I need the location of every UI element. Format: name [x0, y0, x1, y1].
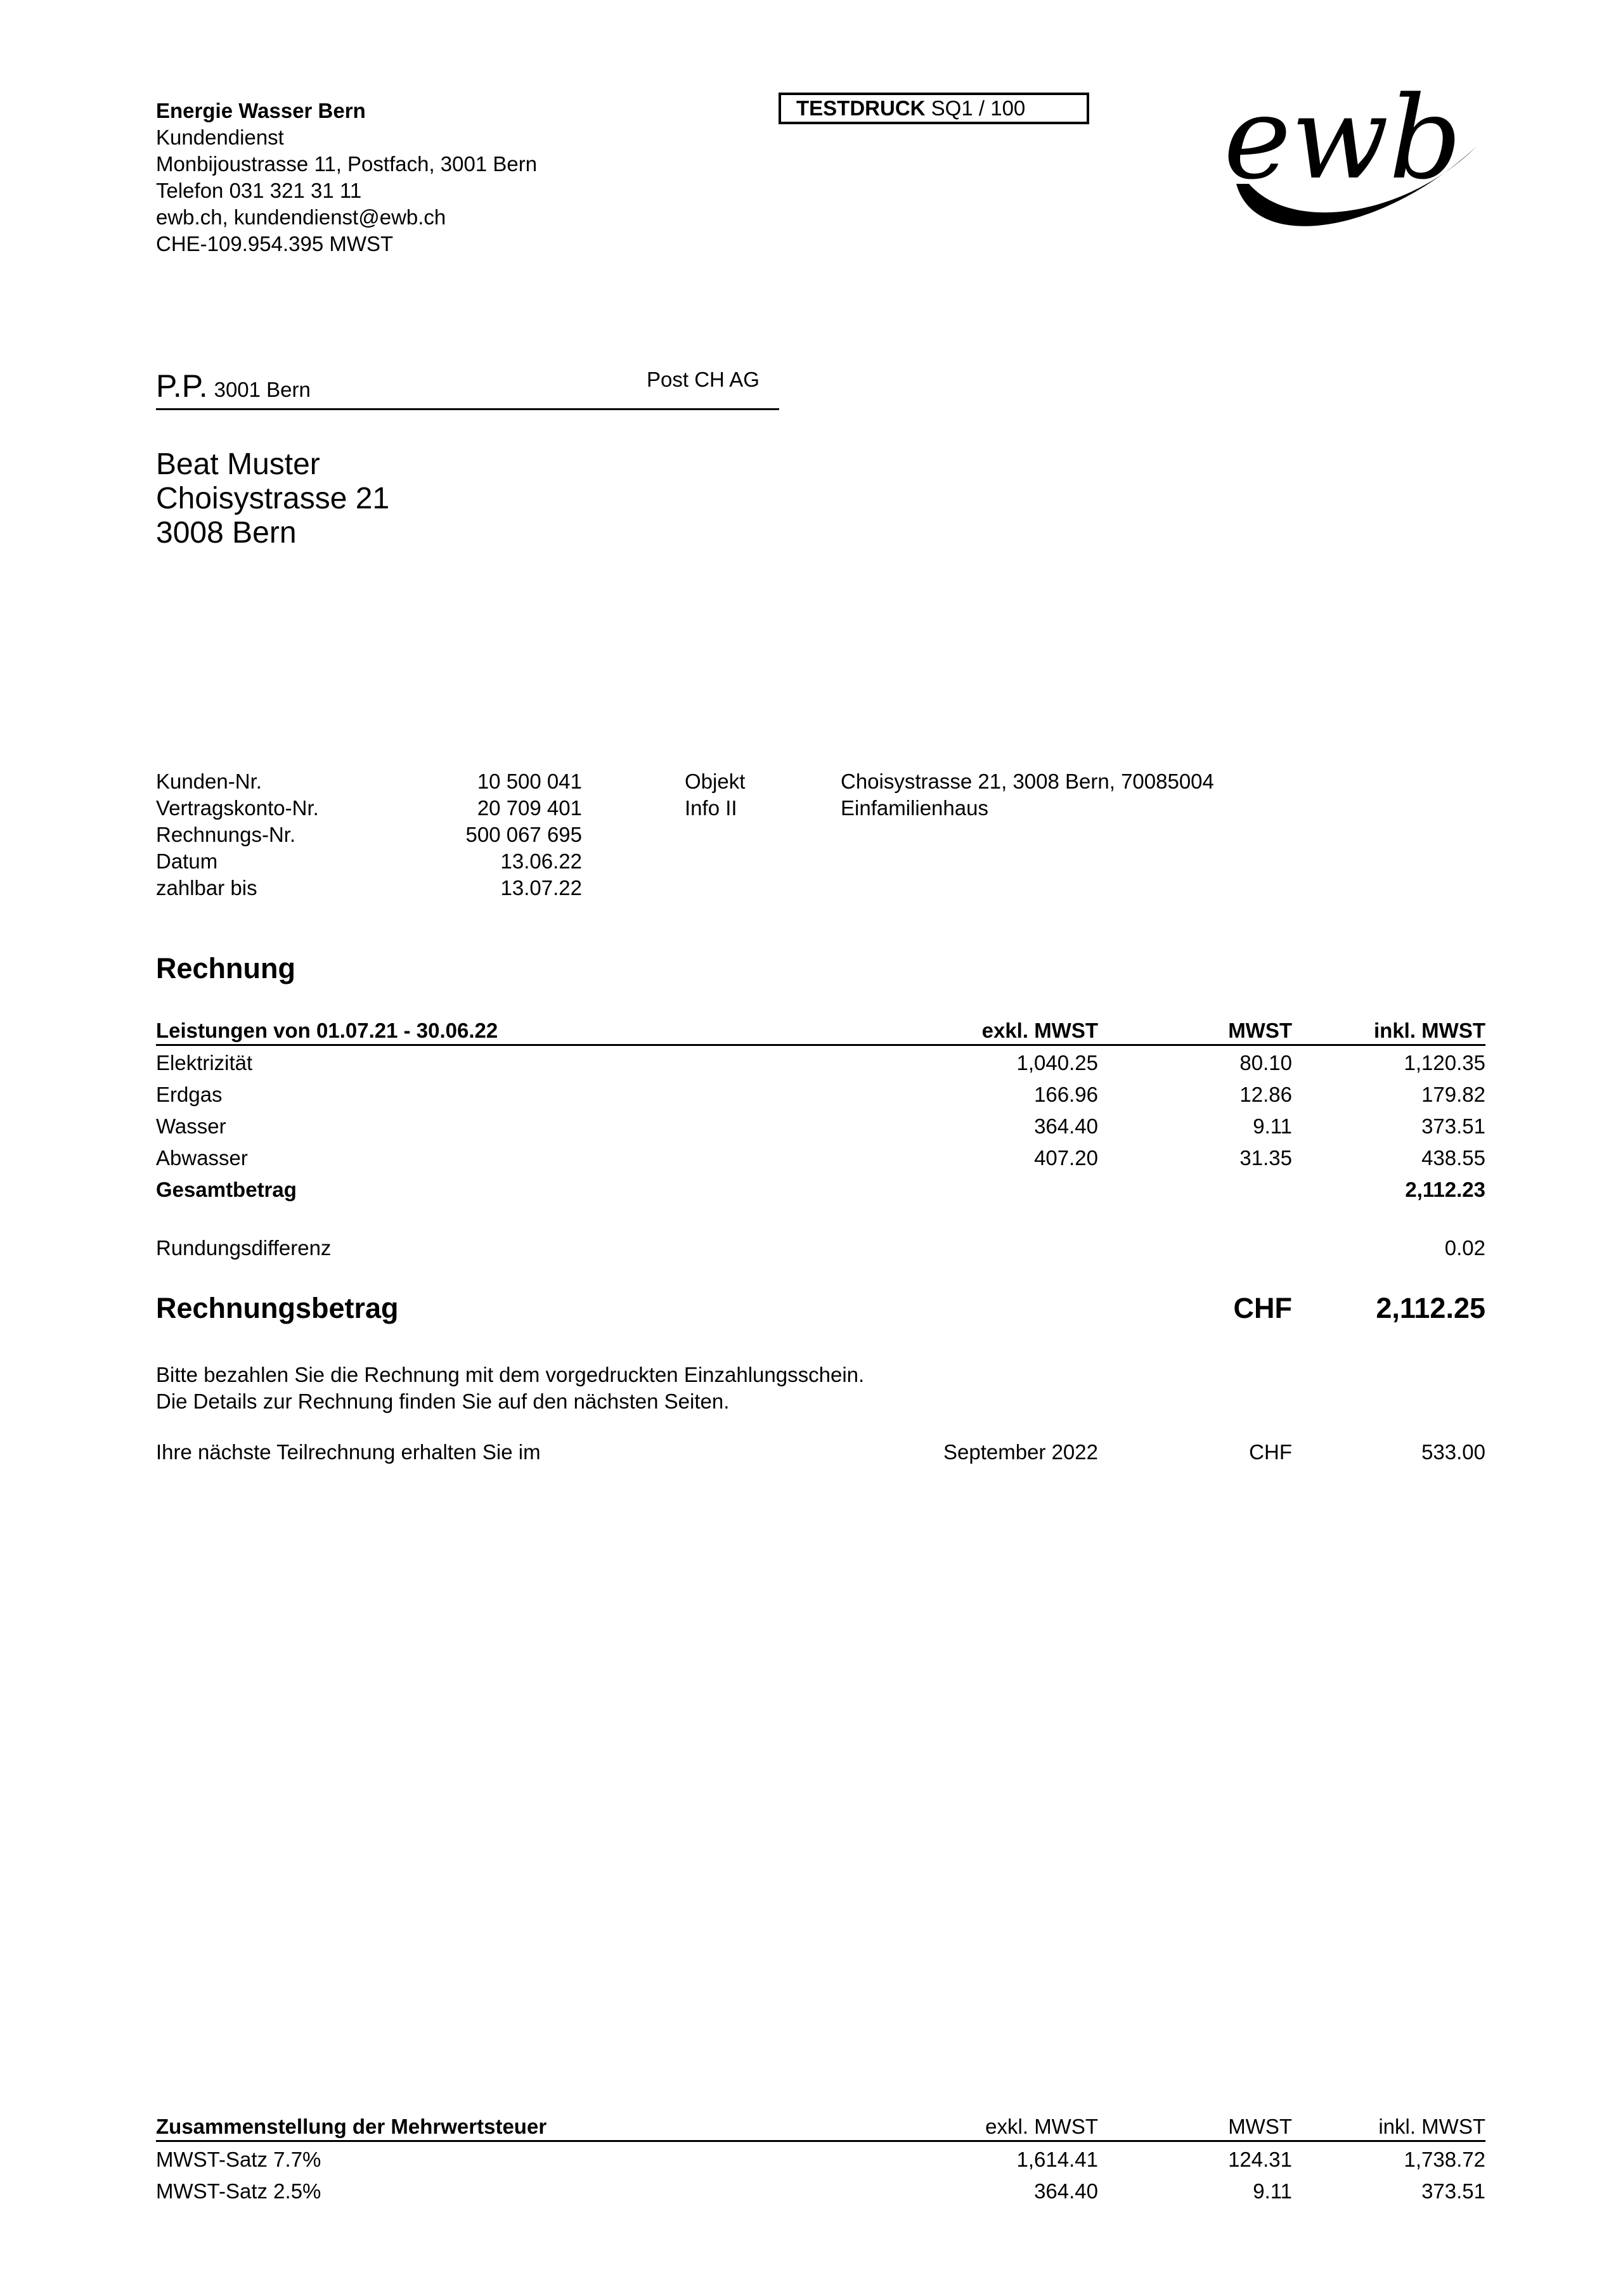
- item-label: Elektrizität: [156, 1051, 253, 1074]
- meta-values: [355, 768, 582, 901]
- table-row: [156, 1083, 1485, 1114]
- object-label: Info II: [685, 796, 737, 820]
- item-excl: 407.20: [1034, 1146, 1098, 1170]
- postage-pp: [156, 368, 311, 404]
- rounding-row: [156, 1236, 1485, 1268]
- invoice-amount-label: Rechnungsbetrag: [156, 1292, 399, 1324]
- ewb-logo: [1217, 89, 1484, 235]
- next-invoice-row: [156, 1440, 1485, 1472]
- postage-city: 3001 Bern: [214, 378, 311, 401]
- meta-value: 500 067 695: [465, 823, 582, 846]
- meta-label: zahlbar bis: [156, 876, 257, 900]
- meta-value: 13.07.22: [500, 876, 582, 900]
- meta-label: Vertragskonto-Nr.: [156, 796, 319, 820]
- logo-text: ewb: [1224, 89, 1462, 205]
- header-vat: MWST: [1228, 1019, 1292, 1042]
- item-incl: 179.82: [1421, 1083, 1485, 1106]
- vat-rate-vat: 9.11: [1253, 2179, 1292, 2203]
- vat-rate-incl: 373.51: [1421, 2179, 1485, 2203]
- recipient-street: Choisystrasse 21: [156, 482, 390, 515]
- invoice-amount-currency: CHF: [1233, 1292, 1292, 1324]
- object-values: [841, 768, 1214, 822]
- recipient-name: Beat Muster: [156, 448, 320, 481]
- next-invoice-month: September 2022: [943, 1440, 1098, 1464]
- postage-pp-label: P.P.: [156, 368, 208, 404]
- meta-label: Datum: [156, 849, 218, 873]
- payment-note-2: Die Details zur Rechnung finden Sie auf den nächsten Seiten.: [156, 1390, 730, 1413]
- sender-phone: Telefon 031 321 31 11: [156, 179, 362, 202]
- vat-header-excl: exkl. MWST: [985, 2115, 1098, 2138]
- testdruck-value: SQ1 / 100: [931, 96, 1026, 120]
- next-invoice-label: Ihre nächste Teilrechnung erhalten Sie im: [156, 1440, 541, 1464]
- vat-rate-excl: 1,614.41: [1016, 2148, 1098, 2171]
- item-label: Wasser: [156, 1114, 226, 1138]
- sender-vat-number: CHE-109.954.395 MWST: [156, 232, 394, 255]
- vat-rate-label: MWST-Satz 7.7%: [156, 2148, 321, 2171]
- invoice-title: Rechnung: [156, 952, 295, 984]
- table-row: [156, 2179, 1485, 2211]
- meta-label: Kunden-Nr.: [156, 770, 262, 793]
- table-row: [156, 2148, 1485, 2179]
- next-invoice-value: 533.00: [1421, 1440, 1485, 1464]
- vat-rate-excl: 364.40: [1034, 2179, 1098, 2203]
- postage-rule: [156, 408, 779, 410]
- item-excl: 1,040.25: [1016, 1051, 1098, 1074]
- object-value: Einfamilienhaus: [841, 796, 988, 820]
- item-excl: 364.40: [1034, 1114, 1098, 1138]
- item-incl: 438.55: [1421, 1146, 1485, 1170]
- item-vat: 12.86: [1239, 1083, 1292, 1106]
- item-vat: 9.11: [1253, 1114, 1292, 1138]
- recipient-city: 3008 Bern: [156, 516, 297, 550]
- table-row: [156, 1146, 1485, 1178]
- vat-rate-vat: 124.31: [1228, 2148, 1292, 2171]
- invoice-amount-value: 2,112.25: [1376, 1292, 1485, 1324]
- postage-carrier: Post CH AG: [647, 368, 760, 391]
- vat-header-incl: inkl. MWST: [1378, 2115, 1485, 2138]
- item-label: Abwasser: [156, 1146, 248, 1170]
- vat-rate-incl: 1,738.72: [1404, 2148, 1485, 2171]
- rounding-value: 0.02: [1444, 1236, 1485, 1260]
- invoice-header-rule: [156, 1044, 1485, 1046]
- meta-value: 13.06.22: [500, 849, 582, 873]
- testdruck-box: [779, 93, 1089, 124]
- vat-summary-title: Zusammenstellung der Mehrwertsteuer: [156, 2115, 547, 2138]
- total-value: 2,112.23: [1405, 1178, 1485, 1201]
- invoice-amount-row: [156, 1292, 1485, 1330]
- object-labels: [685, 768, 745, 822]
- meta-labels: [156, 768, 319, 901]
- item-label: Erdgas: [156, 1083, 223, 1106]
- object-label: Objekt: [685, 770, 746, 793]
- meta-value: 20 709 401: [477, 796, 582, 820]
- vat-rate-label: MWST-Satz 2.5%: [156, 2179, 321, 2203]
- item-excl: 166.96: [1034, 1083, 1098, 1106]
- table-row: [156, 1114, 1485, 1146]
- sender-web-email: ewb.ch, kundendienst@ewb.ch: [156, 205, 446, 229]
- header-services: Leistungen von 01.07.21 - 30.06.22: [156, 1019, 498, 1042]
- sender-name: Energie Wasser Bern: [156, 99, 366, 122]
- recipient-address: [156, 448, 389, 550]
- item-vat: 31.35: [1239, 1146, 1292, 1170]
- rounding-label: Rundungsdifferenz: [156, 1236, 332, 1260]
- payment-note-1: Bitte bezahlen Sie die Rechnung mit dem vorgedruckten Einzahlungsschein.: [156, 1363, 865, 1386]
- next-invoice-currency: CHF: [1249, 1440, 1292, 1464]
- object-value: Choisystrasse 21, 3008 Bern, 70085004: [841, 770, 1214, 793]
- total-label: Gesamtbetrag: [156, 1178, 297, 1201]
- sender-department: Kundendienst: [156, 126, 284, 149]
- meta-label: Rechnungs-Nr.: [156, 823, 296, 846]
- vat-summary-rule: [156, 2140, 1485, 2142]
- testdruck-label: TESTDRUCK: [796, 96, 926, 120]
- table-row: [156, 1051, 1485, 1083]
- sender-block: [156, 98, 537, 257]
- header-incl: inkl. MWST: [1374, 1019, 1485, 1042]
- item-incl: 1,120.35: [1404, 1051, 1485, 1074]
- header-excl: exkl. MWST: [981, 1019, 1098, 1042]
- total-row: [156, 1178, 1485, 1209]
- meta-value: 10 500 041: [477, 770, 582, 793]
- item-incl: 373.51: [1421, 1114, 1485, 1138]
- sender-address: Monbijoustrasse 11, Postfach, 3001 Bern: [156, 152, 538, 176]
- vat-header-vat: MWST: [1228, 2115, 1292, 2138]
- item-vat: 80.10: [1239, 1051, 1292, 1074]
